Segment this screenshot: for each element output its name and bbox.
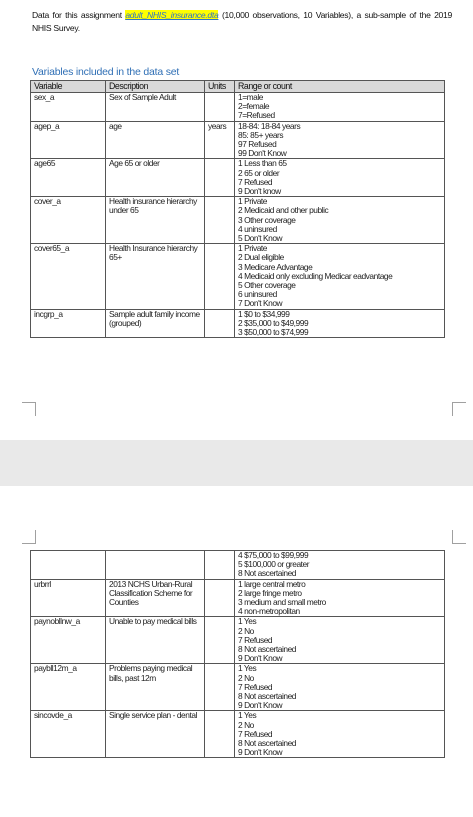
cell-variable: paynobllnw_a: [31, 617, 106, 664]
cell-description: Sex of Sample Adult: [106, 93, 205, 122]
range-value: 4 uninsured: [238, 223, 277, 234]
cell-range: [235, 711, 445, 758]
cell-variable: incgrp_a: [31, 309, 106, 338]
range-value: 2 No: [238, 719, 254, 730]
variables-table: [30, 80, 445, 338]
cell-description: Health Insurance hierarchy 65+: [106, 244, 205, 309]
cell-range: [235, 309, 445, 338]
cell-description: Age 65 or older: [106, 159, 205, 197]
cell-description: Sample adult family income (grouped): [106, 309, 205, 338]
cell-range: [235, 664, 445, 711]
range-value: 2=female: [238, 101, 270, 112]
range-value: 7 Refused: [238, 634, 273, 645]
range-value: 3 Medicare Advantage: [238, 261, 313, 272]
range-value: 3 Other coverage: [238, 214, 296, 225]
range-value: 8 Not ascertained: [238, 644, 296, 655]
table-row: [31, 617, 445, 664]
cell-variable: urbrrl: [31, 579, 106, 617]
range-value: 99 Don't Know: [238, 148, 287, 159]
table-row: [31, 309, 445, 338]
cell-description: 2013 NCHS Urban-Rural Classification Scheme for Counties: [106, 579, 205, 617]
range-value: 1 Yes: [238, 616, 257, 627]
range-value: 2 large fringe metro: [238, 587, 302, 598]
table-body-page-1: [31, 93, 445, 338]
cell-description: Unable to pay medical bills: [106, 617, 205, 664]
cell-variable: agep_a: [31, 121, 106, 159]
cell-variable: cover65_a: [31, 244, 106, 309]
range-value: 4 non-metropolitan: [238, 606, 300, 617]
range-value: 1=male: [238, 92, 264, 102]
header-variable: Variable: [31, 81, 106, 93]
table-row: [31, 664, 445, 711]
range-value: 7=Refused: [238, 110, 275, 121]
range-value: 8 Not ascertained: [238, 738, 296, 749]
crop-mark: [452, 402, 466, 416]
table-row: [31, 551, 445, 580]
range-value: 18-84: 18-84 years: [238, 120, 301, 131]
range-value: 4 $75,000 to $99,999: [238, 550, 309, 560]
range-value: 5 Other coverage: [238, 280, 296, 291]
cell-variable: cover_a: [31, 197, 106, 244]
range-value: 97 Refused: [238, 139, 277, 150]
cell-units: [205, 579, 235, 617]
cell-range: [235, 159, 445, 197]
range-value: 85: 85+ years: [238, 129, 284, 140]
range-value: 7 Refused: [238, 728, 273, 739]
range-value: 5 $100,000 or greater: [238, 559, 310, 570]
range-value: 1 Private: [238, 243, 268, 254]
dataset-filename: adult_NHIS_insurance.dta: [125, 10, 219, 20]
range-value: 2 $35,000 to $49,999: [238, 317, 309, 328]
range-value: 8 Not ascertained: [238, 691, 296, 702]
range-value: 2 Dual eligible: [238, 252, 284, 263]
cell-units: [205, 244, 235, 309]
range-value: 1 Yes: [238, 663, 257, 674]
range-value: 9 Don't Know: [238, 747, 283, 758]
table-row: [31, 579, 445, 617]
cell-variable: paybll12m_a: [31, 664, 106, 711]
crop-mark: [452, 530, 466, 544]
table-row: [31, 159, 445, 197]
cell-units: [205, 159, 235, 197]
range-value: 2 Medicaid and other public: [238, 205, 329, 216]
range-value: 9 Don't Know: [238, 653, 283, 664]
header-description: Description: [106, 81, 205, 93]
cell-description: age: [106, 121, 205, 159]
cell-units: [205, 309, 235, 338]
cell-variable: age65: [31, 159, 106, 197]
range-value: 7 Refused: [238, 176, 273, 187]
cell-units: [205, 93, 235, 122]
intro-text-before: Data for this assignment: [32, 10, 126, 20]
range-value: 5 Don't Know: [238, 233, 283, 244]
table-row: [31, 93, 445, 122]
range-value: 2 No: [238, 672, 254, 683]
range-value: 1 Private: [238, 196, 268, 207]
range-value: 9 Don't know: [238, 186, 281, 197]
table-row: [31, 244, 445, 309]
cell-description: Problems paying medical bills, past 12m: [106, 664, 205, 711]
table-caption: Variables included in the data set: [32, 66, 180, 78]
range-value: 1 Yes: [238, 710, 257, 721]
cell-range: [235, 579, 445, 617]
crop-mark: [22, 402, 36, 416]
range-value: 6 uninsured: [238, 289, 277, 300]
intro-text-after: (10,000 observations, 10 Variables), a sub-sample of the 2019 NHIS Survey.: [32, 10, 453, 33]
table-header-row: [31, 81, 445, 93]
cell-description: Health insurance hierarchy under 65: [106, 197, 205, 244]
table-row: [31, 711, 445, 758]
cell-range: [235, 551, 445, 580]
range-value: 1 $0 to $34,999: [238, 308, 290, 319]
variables-table-continued: [30, 550, 445, 758]
range-value: 1 Less than 65: [238, 158, 287, 169]
table-row: [31, 121, 445, 159]
range-value: 4 Medicaid only excluding Medicar eadvantage: [238, 270, 393, 281]
range-value: 8 Not ascertained: [238, 568, 296, 579]
cell-units: [205, 664, 235, 711]
cell-description: Single service plan - dental: [106, 711, 205, 758]
table-body-page-2: [31, 551, 445, 758]
cell-units: years: [205, 121, 235, 159]
intro-paragraph: [32, 9, 452, 35]
table-row: [31, 197, 445, 244]
cell-range: [235, 121, 445, 159]
range-value: 2 65 or older: [238, 167, 280, 178]
range-value: 3 $50,000 to $74,999: [238, 327, 309, 338]
header-range: Range or count: [235, 81, 445, 93]
cell-range: [235, 93, 445, 122]
cell-description: [106, 551, 205, 580]
cell-range: [235, 617, 445, 664]
range-value: 7 Don't Know: [238, 298, 283, 309]
cell-variable: [31, 551, 106, 580]
cell-units: [205, 197, 235, 244]
range-value: 2 No: [238, 625, 254, 636]
range-value: 7 Refused: [238, 681, 273, 692]
cell-range: [235, 244, 445, 309]
cell-units: [205, 617, 235, 664]
cell-units: [205, 551, 235, 580]
range-value: 3 medium and small metro: [238, 597, 326, 608]
cell-range: [235, 197, 445, 244]
cell-variable: sincovde_a: [31, 711, 106, 758]
range-value: 1 large central metro: [238, 578, 306, 589]
cell-variable: sex_a: [31, 93, 106, 122]
crop-mark: [22, 530, 36, 544]
range-value: 9 Don't Know: [238, 700, 283, 711]
cell-units: [205, 711, 235, 758]
header-units: Units: [205, 81, 235, 93]
